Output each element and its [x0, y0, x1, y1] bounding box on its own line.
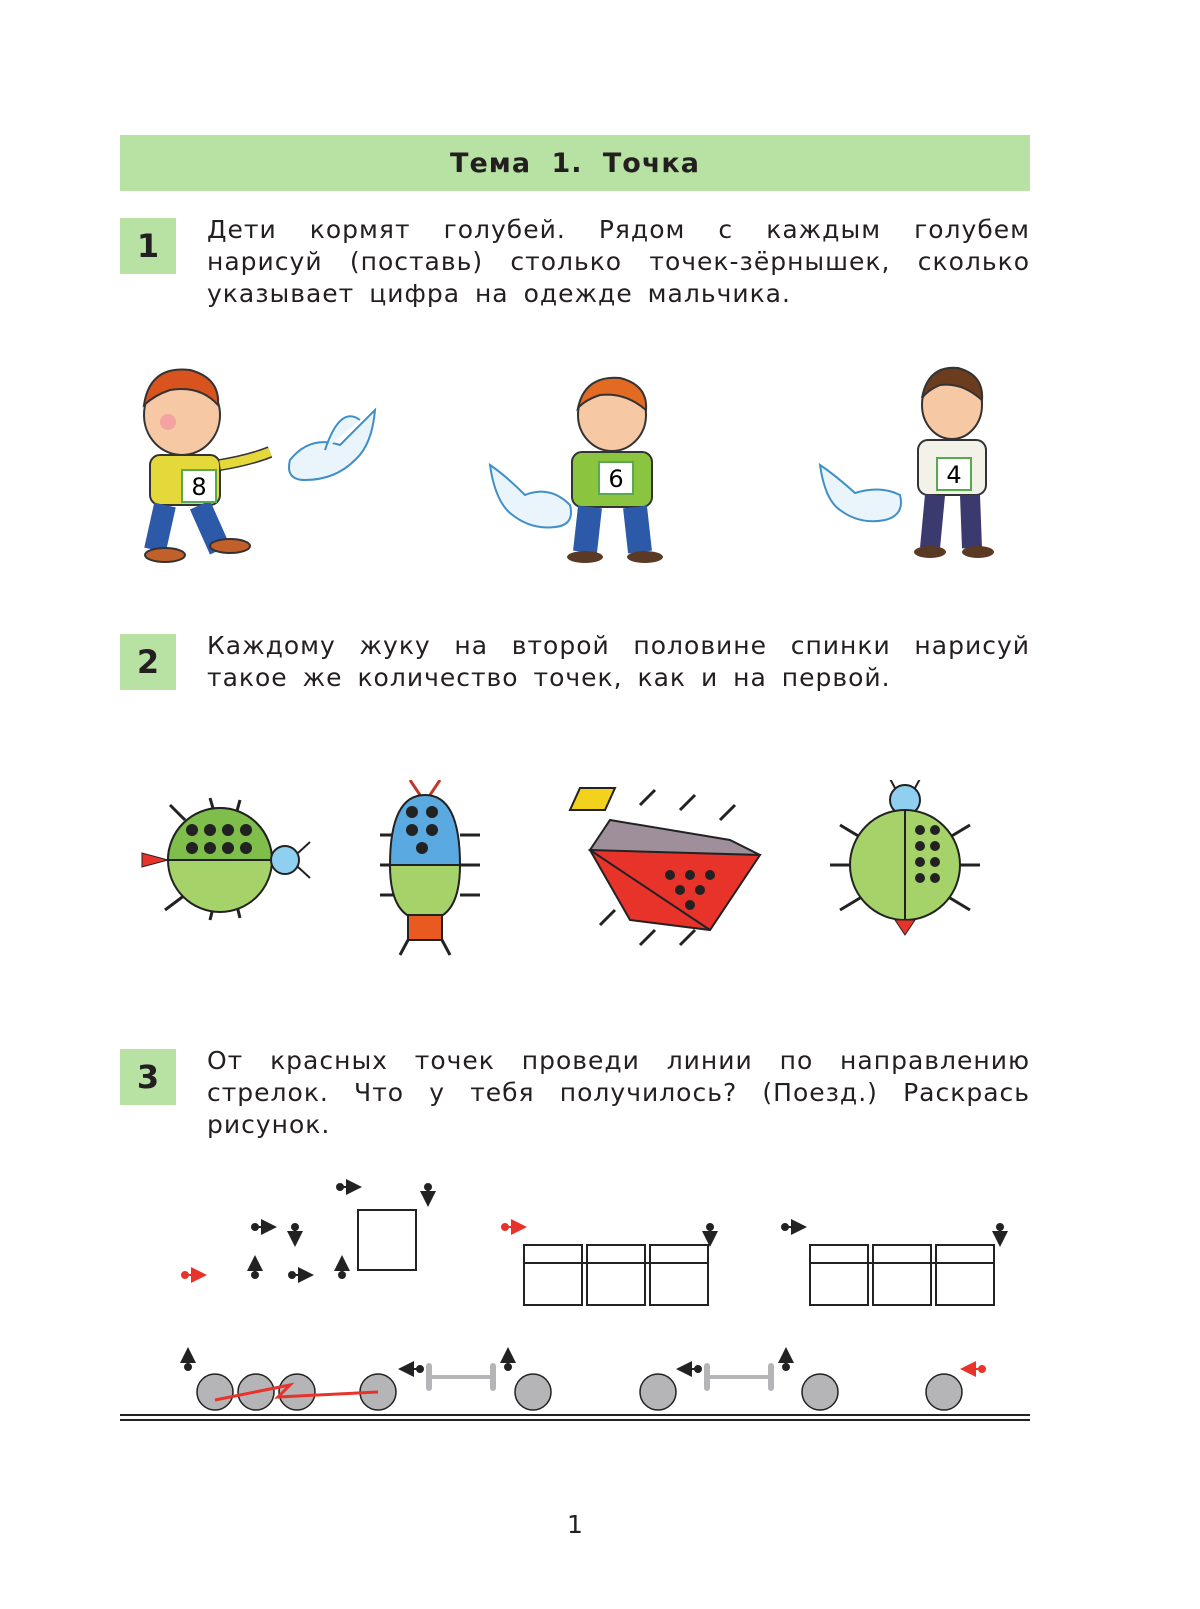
task-1-text: Дети кормят голубей. Рядом с каждым голубем нарисуй (поставь) столько точек-зёрнышек, сколько указывает цифра на одежде мальчика.: [207, 215, 1030, 308]
wheels: [197, 1374, 962, 1410]
couplers: [426, 1363, 774, 1391]
task-2-number: 2: [120, 634, 176, 690]
dove-3: [820, 465, 901, 521]
boy-2: [567, 378, 663, 563]
boy-3-shirt-number: 4: [946, 461, 962, 489]
task-3-text: От красных точек проведи линии по направлению стрелок. Что у тебя получилось? (Поезд.) Раскрась рисунок.: [207, 1046, 1030, 1139]
wagon-1: [524, 1245, 708, 1305]
wagon-2: [810, 1245, 994, 1305]
beetle-2: [380, 780, 480, 955]
topic-title: Тема 1. Точка: [450, 147, 700, 179]
beetle-4: [830, 780, 980, 935]
task-3-number: 3: [120, 1049, 176, 1105]
beetles-illustration: [130, 780, 1030, 990]
task-1-number: 1: [120, 218, 176, 274]
boy-1: [144, 369, 270, 562]
boys-and-doves-illustration: [120, 360, 1040, 585]
boy-1-shirt-number: 8: [191, 473, 207, 501]
dove-2: [490, 465, 571, 527]
train-dot-to-dot-illustration: [120, 1165, 1030, 1425]
page-number: 1: [567, 1510, 583, 1539]
start-red-dots: [182, 1224, 985, 1372]
task-2-text: Каждому жуку на второй половине спинки нарисуй такое же количество точек, как и на первой.: [207, 631, 1030, 692]
dove-1: [289, 410, 375, 480]
beetle-1: [142, 798, 310, 920]
topic-header: [120, 135, 1030, 191]
boy-3: [914, 368, 994, 558]
boy-2-shirt-number: 6: [608, 465, 624, 493]
locomotive-cabin: [358, 1210, 416, 1270]
direction-arrows: [185, 1184, 1003, 1372]
beetle-3: [570, 788, 760, 945]
